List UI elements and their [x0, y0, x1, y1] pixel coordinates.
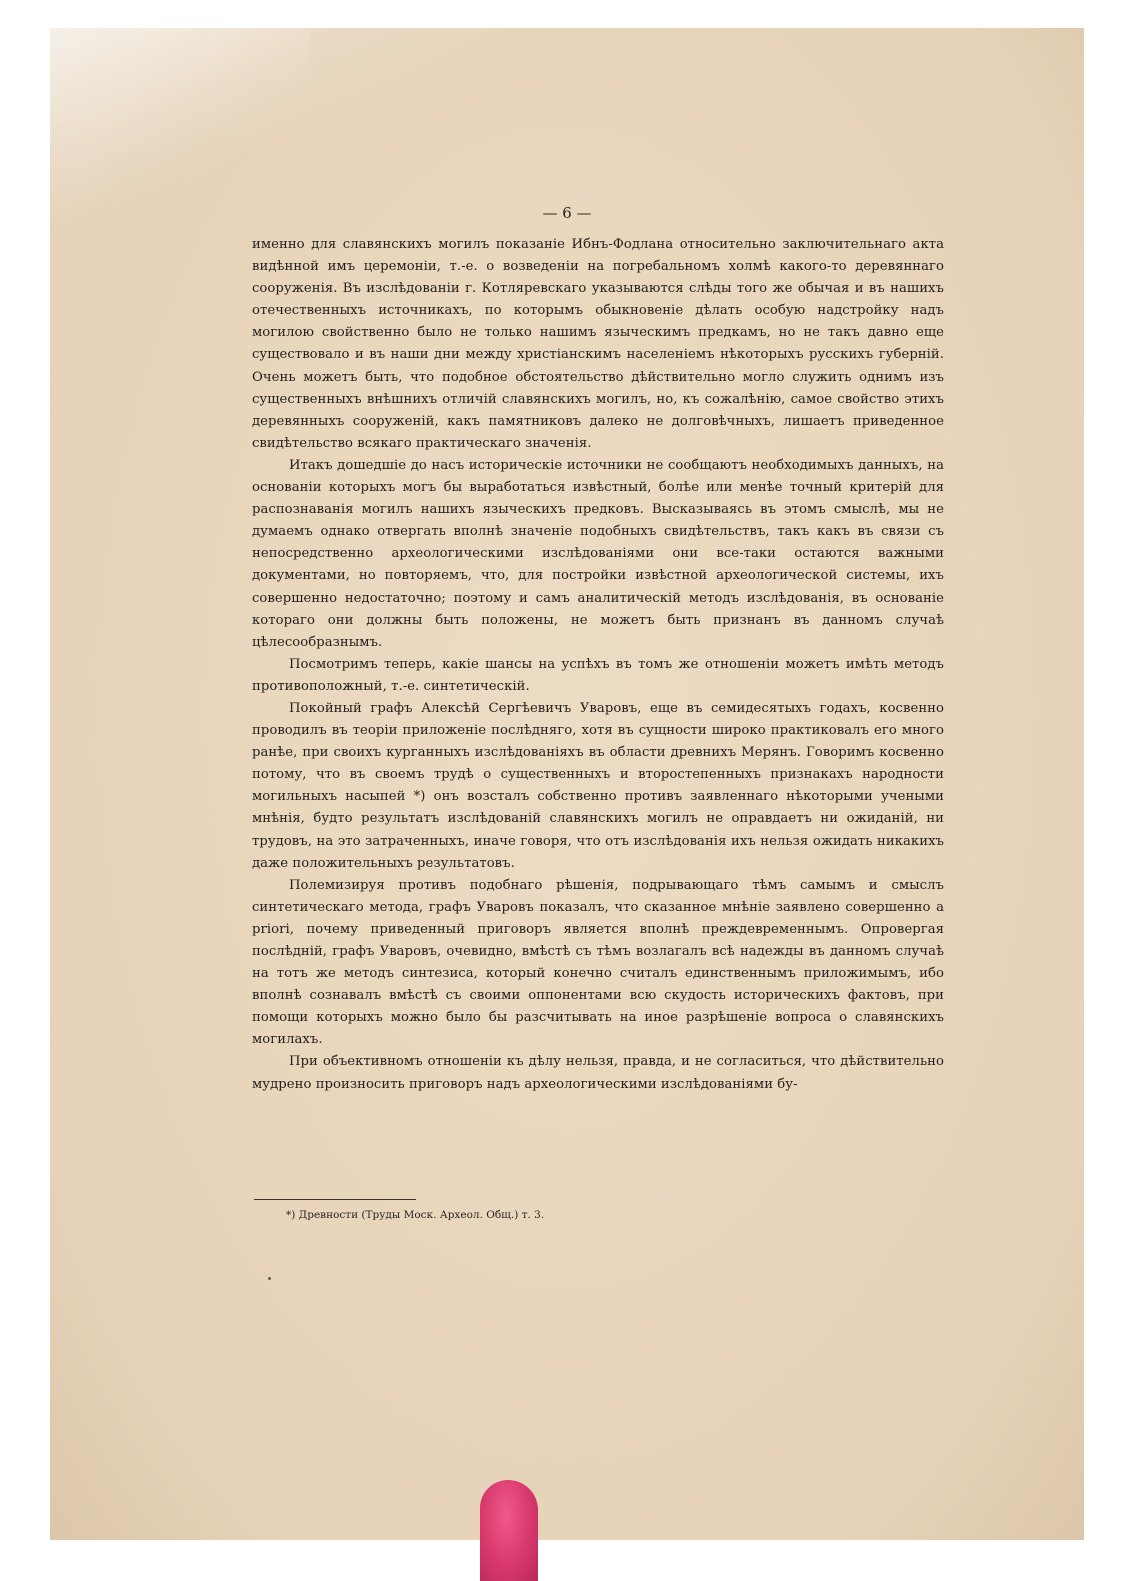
paragraph-5: Полемизируя противъ подобнаго рѣшенія, подрывающаго тѣмъ самымъ и смыслъ синтетическаго метода, графъ Уваровъ показалъ, что сказанное мнѣніе заявлено совершенно a priori, почему приведенный приговоръ является вполнѣ преждевременнымъ. Опровергая послѣдній, графъ Уваровъ, очевидно, вмѣстѣ съ тѣмъ возлагалъ всѣ надежды въ данномъ случаѣ на тотъ же методъ синтезиса, который конечно считалъ единственнымъ приложимымъ, ибо вполнѣ сознавалъ вмѣстѣ съ своими оппонентами всю скудость историческихъ фактовъ, при помощи которыхъ можно было бы разсчитывать на иное разрѣшеніе вопроса о славянскихъ могилахъ. — [252, 877, 944, 1048]
page-number: — 6 — — [542, 204, 592, 222]
paragraph-4: Покойный графъ Алексѣй Сергѣевичъ Уваровъ, еще въ семидесятыхъ годахъ, косвенно проводилъ въ теоріи приложеніе послѣдняго, хотя въ сущности широко практиковалъ его много ранѣе, при своихъ курганныхъ изслѣдованіяхъ въ области древнихъ Мерянъ. Говоримъ косвенно потому, что въ своемъ трудѣ о существенныхъ и второстепенныхъ признакахъ народности могильныхъ насыпей *) онъ возсталъ собственно противъ заявленнаго нѣкоторыми учеными мнѣнія, будто результатъ изслѣдованій славянскихъ могилъ не оправдаетъ ни ожиданій, ни трудовъ, на это затраченныхъ, иначе говоря, что отъ изслѣдованія ихъ нельзя ожидать никакихъ даже положительныхъ результатовъ. — [252, 700, 944, 871]
book-page — [50, 28, 1084, 1540]
body-text — [252, 234, 944, 1096]
footnote-divider — [254, 1199, 416, 1200]
paper-fold-shadow — [50, 28, 310, 228]
paragraph-1: именно для славянскихъ могилъ показаніе Ибнъ-Фодлана относительно заключительнаго акта видѣнной имъ церемоніи, т.-е. о возведеніи на погребальномъ холмѣ какого-то деревяннаго сооруженія. Въ изслѣдованіи г. Котляревскаго указываются слѣды того же обычая и въ нашихъ отечественныхъ источникахъ, по которымъ обыкновеніе дѣлать особую надстройку надъ могилою свойственно было не только нашимъ языческимъ предкамъ, но не такъ давно еще существовало и въ наши дни между христіанскимъ населеніемъ нѣкоторыхъ русскихъ губерній. Очень можетъ быть, что подобное обстоятельство дѣйствительно могло служить однимъ изъ существенныхъ внѣшнихъ отличій славянскихъ могилъ, но, къ сожалѣнію, самое свойство этихъ деревянныхъ сооруженій, какъ памятниковъ далеко не долговѣчныхъ, лишаетъ приведенное свидѣтельство всякаго практическаго значенія. — [252, 237, 944, 451]
paragraph-2: Итакъ дошедшіе до насъ историческіе источники не сообщаютъ необходимыхъ данныхъ, на основаніи которыхъ могъ бы выработаться извѣстный, болѣе или менѣе точный критерій для распознаванія могилъ нашихъ языческихъ предковъ. Высказываясь въ этомъ смыслѣ, мы не думаемъ однако отвергать вполнѣ значеніе подобныхъ свидѣтельствъ, такъ какъ въ связи съ непосредственно археологическими изслѣдованіями они все-таки остаются важными документами, но повторяемъ, что, для постройки извѣстной археологической системы, ихъ совершенно недостаточно; поэтому и самъ аналитическій методъ изслѣдованія, въ основаніе котораго они должны быть положены, не можетъ быть признанъ въ данномъ случаѣ цѣлесообразнымъ. — [252, 457, 944, 650]
paragraph-6: При объективномъ отношеніи къ дѣлу нельзя, правда, и не согласиться, что дѣйствительно мудрено произносить приговоръ надъ археологическими изслѣдованіями бу- — [252, 1054, 944, 1092]
finger-thumb — [480, 1480, 538, 1581]
paper-speck — [268, 1277, 271, 1280]
footnote: *) Древности (Труды Моск. Археол. Общ.) т. 3. — [286, 1209, 545, 1221]
paragraph-3: Посмотримъ теперь, какіе шансы на успѣхъ въ томъ же отношеніи можетъ имѣть методъ противоположный, т.-е. синтетическій. — [252, 656, 944, 694]
